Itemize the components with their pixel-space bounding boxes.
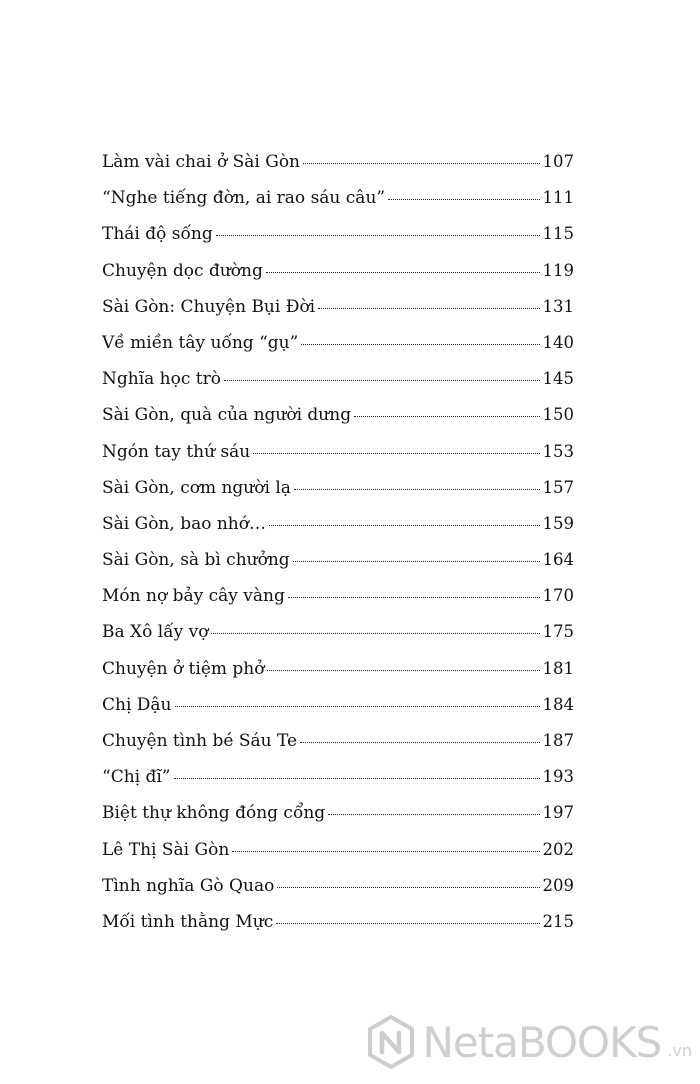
watermark-brand: NetaBOOKS: [422, 1017, 662, 1067]
toc-entry: [102, 152, 574, 188]
toc-entry-page: 159: [542, 513, 574, 533]
toc-dot-leader: [174, 778, 540, 779]
toc-entry-page: 193: [542, 767, 574, 787]
toc-entry-title: Tình nghĩa Gò Quao: [102, 875, 275, 896]
toc-entry: [102, 333, 574, 369]
toc-entry-title: Ba Xô lấy vợ: [102, 622, 209, 643]
toc-dot-leader: [211, 633, 539, 634]
toc-entry-page: 157: [542, 477, 574, 497]
toc-entry-page: 150: [542, 405, 574, 425]
toc-dot-leader: [224, 380, 540, 381]
toc-entry: [102, 659, 574, 695]
toc-entry-page: 197: [542, 803, 574, 823]
toc-entry-title: Chuyện tình bé Sáu Te: [102, 731, 298, 751]
toc-entry: [102, 297, 574, 333]
toc-entry-page: 202: [542, 839, 574, 859]
toc-entry: [102, 478, 574, 514]
toc-entry: [102, 840, 574, 876]
toc-entry: [102, 442, 574, 478]
toc-entry: [102, 188, 574, 224]
toc-dot-leader: [328, 814, 539, 815]
netabooks-watermark: [366, 1014, 692, 1070]
toc-dot-leader: [266, 272, 540, 273]
toc-entry: [102, 731, 574, 767]
toc-entry-title: Chuyện dọc đường: [102, 260, 263, 281]
toc-entry: [102, 405, 574, 441]
toc-entry-title: Món nợ bảy cây vàng: [102, 586, 285, 607]
toc-entry-page: 164: [542, 550, 574, 570]
toc-entry: [102, 369, 574, 405]
toc-entry-page: 140: [542, 332, 574, 352]
toc-dot-leader: [354, 416, 539, 417]
toc-dot-leader: [300, 742, 539, 743]
toc-entry-page: 215: [542, 911, 574, 931]
toc-entry-page: 131: [542, 296, 574, 316]
toc-dot-leader: [388, 199, 539, 200]
toc-entry: [102, 876, 574, 912]
toc-entry-title: Về miền tây uống “gụ”: [102, 332, 299, 353]
toc-entry-title: Mối tình thằng Mực: [102, 911, 274, 932]
toc-entry-page: 107: [542, 152, 574, 171]
toc-entry-page: 175: [542, 622, 574, 642]
toc-entry: [102, 550, 574, 586]
toc-dot-leader: [303, 163, 540, 164]
toc-entry-title: Nghĩa học trò: [102, 369, 221, 390]
toc-entry-title: Lê Thị Sài Gòn: [102, 839, 230, 860]
toc-entry-title: Chuyện ở tiệm phở: [102, 658, 265, 679]
toc-entry: [102, 224, 574, 260]
toc-entry: [102, 586, 574, 622]
toc-entry-title: Biệt thự không đóng cổng: [102, 803, 326, 824]
toc-entry-page: 145: [542, 369, 574, 389]
table-of-contents: [102, 152, 574, 948]
toc-entry-title: Sài Gòn, bao nhớ…: [102, 513, 266, 534]
toc-entry-page: 181: [542, 658, 574, 678]
toc-entry-title: “Nghe tiếng đờn, ai rao sáu câu”: [102, 188, 386, 209]
toc-entry-page: 119: [542, 260, 574, 280]
toc-dot-leader: [288, 597, 540, 598]
toc-dot-leader: [276, 923, 539, 924]
toc-entry-page: 209: [542, 875, 574, 895]
toc-entry: [102, 261, 574, 297]
toc-entry: [102, 912, 574, 948]
toc-dot-leader: [232, 851, 539, 852]
toc-entry-title: Thái độ sống: [102, 224, 213, 245]
toc-entry-title: Ngón tay thứ sáu: [102, 441, 251, 462]
toc-entry-page: 115: [542, 224, 574, 244]
toc-entry-title: “Chị đĩ”: [102, 767, 171, 788]
toc-dot-leader: [293, 561, 540, 562]
toc-entry: [102, 695, 574, 731]
watermark-suffix: .vn: [667, 1041, 692, 1060]
toc-entry-title: Sài Gòn: Chuyện Bụi Đời: [102, 296, 316, 317]
toc-entry: [102, 803, 574, 839]
toc-dot-leader: [318, 308, 539, 309]
toc-entry-title: Sài Gòn, sà bì chưởng: [102, 550, 290, 571]
toc-entry-page: 170: [542, 586, 574, 606]
toc-entry: [102, 767, 574, 803]
toc-entry-title: Chị Dậu: [102, 694, 172, 715]
toc-entry-title: Làm vài chai ở Sài Gòn: [102, 152, 300, 172]
toc-entry-page: 184: [542, 694, 574, 714]
toc-dot-leader: [301, 344, 539, 345]
toc-entry-title: Sài Gòn, quà của người dưng: [102, 405, 352, 426]
toc-entry-page: 111: [542, 188, 574, 208]
toc-dot-leader: [277, 887, 539, 888]
toc-dot-leader: [175, 706, 540, 707]
toc-dot-leader: [216, 235, 540, 236]
toc-entry-title: Sài Gòn, cơm người lạ: [102, 477, 291, 498]
toc-entry-page: 153: [542, 441, 574, 461]
netabooks-logo-icon: [366, 1014, 416, 1070]
toc-dot-leader: [269, 525, 540, 526]
toc-entry: [102, 622, 574, 658]
toc-dot-leader: [294, 489, 540, 490]
toc-dot-leader: [267, 670, 539, 671]
toc-entry: [102, 514, 574, 550]
toc-entry-page: 187: [542, 731, 574, 750]
toc-dot-leader: [253, 453, 539, 454]
